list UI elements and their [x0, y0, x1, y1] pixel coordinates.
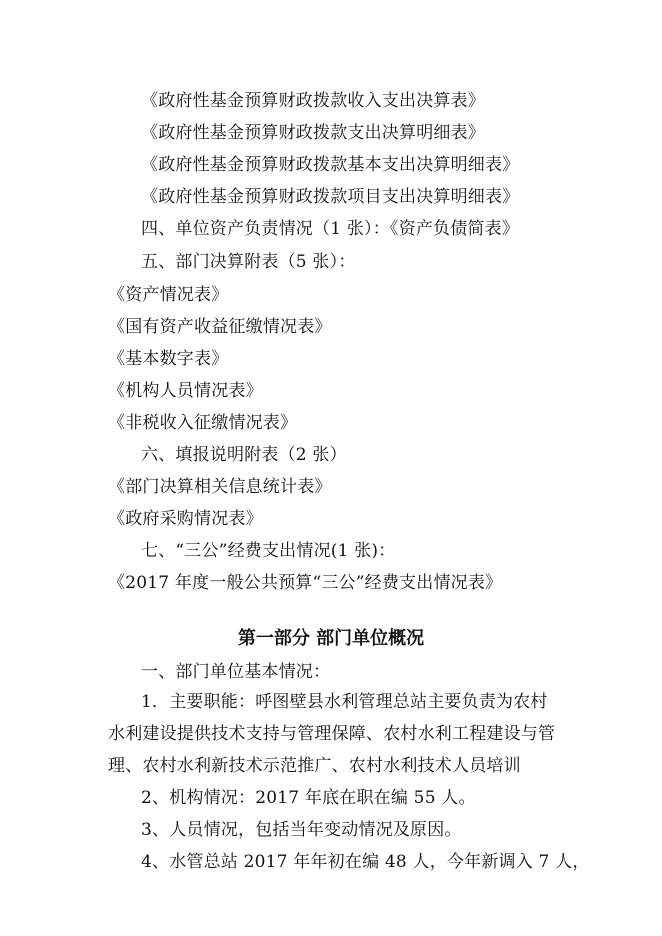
- appendix-list-item: 《资产情况表》: [108, 285, 229, 305]
- paragraph-line: 理、农村水利新技术示范推广、农村水利技术人员培训: [108, 756, 521, 776]
- appendix-list-item: 《基本数字表》: [108, 349, 229, 369]
- paragraph-line: 水利建设提供技术支持与管理保障、农村水利工程建设与管: [108, 724, 556, 744]
- paragraph-line: 1．主要职能：呼图壁县水利管理总站主要负责为农村: [141, 692, 548, 712]
- paragraph-line: 2、机构情况：2017 年底在职在编 55 人。: [141, 788, 476, 808]
- appendix-list-item: 《机构人员情况表》: [108, 381, 263, 401]
- sub-heading: 一、部门单位基本情况：: [141, 662, 331, 682]
- appendix-list-item: 《2017 年度一般公共预算“三公”经费支出情况表》: [108, 573, 503, 593]
- report-list-item: 《政府性基金预算财政拨款支出决算明细表》: [141, 123, 485, 143]
- section-4-title: 四、单位资产负责情况（1 张）：《资产负债简表》: [141, 219, 520, 239]
- appendix-list-item: 《非税收入征缴情况表》: [108, 413, 298, 433]
- appendix-list-item: 《部门决算相关信息统计表》: [108, 477, 332, 497]
- paragraph-line: 3、人员情况，包括当年变动情况及原因。: [141, 820, 462, 840]
- report-list-item: 《政府性基金预算财政拨款项目支出决算明细表》: [141, 187, 520, 207]
- appendix-list-item: 《国有资产收益征缴情况表》: [108, 317, 332, 337]
- report-list-item: 《政府性基金预算财政拨款基本支出决算明细表》: [141, 155, 520, 175]
- section-7-title: 七、“三公”经费支出情况(1 张)：: [141, 541, 396, 561]
- section-6-title: 六、填报说明附表（2 张）: [141, 445, 347, 465]
- report-list-item: 《政府性基金预算财政拨款收入支出决算表》: [141, 91, 485, 111]
- paragraph-line: 4、水管总站 2017 年年初在编 48 人，今年新调入 7 人，: [141, 852, 590, 872]
- part-one-heading: 第一部分 部门单位概况: [237, 628, 425, 649]
- section-5-title: 五、部门决算附表（5 张）：: [141, 252, 356, 272]
- appendix-list-item: 《政府采购情况表》: [108, 509, 263, 529]
